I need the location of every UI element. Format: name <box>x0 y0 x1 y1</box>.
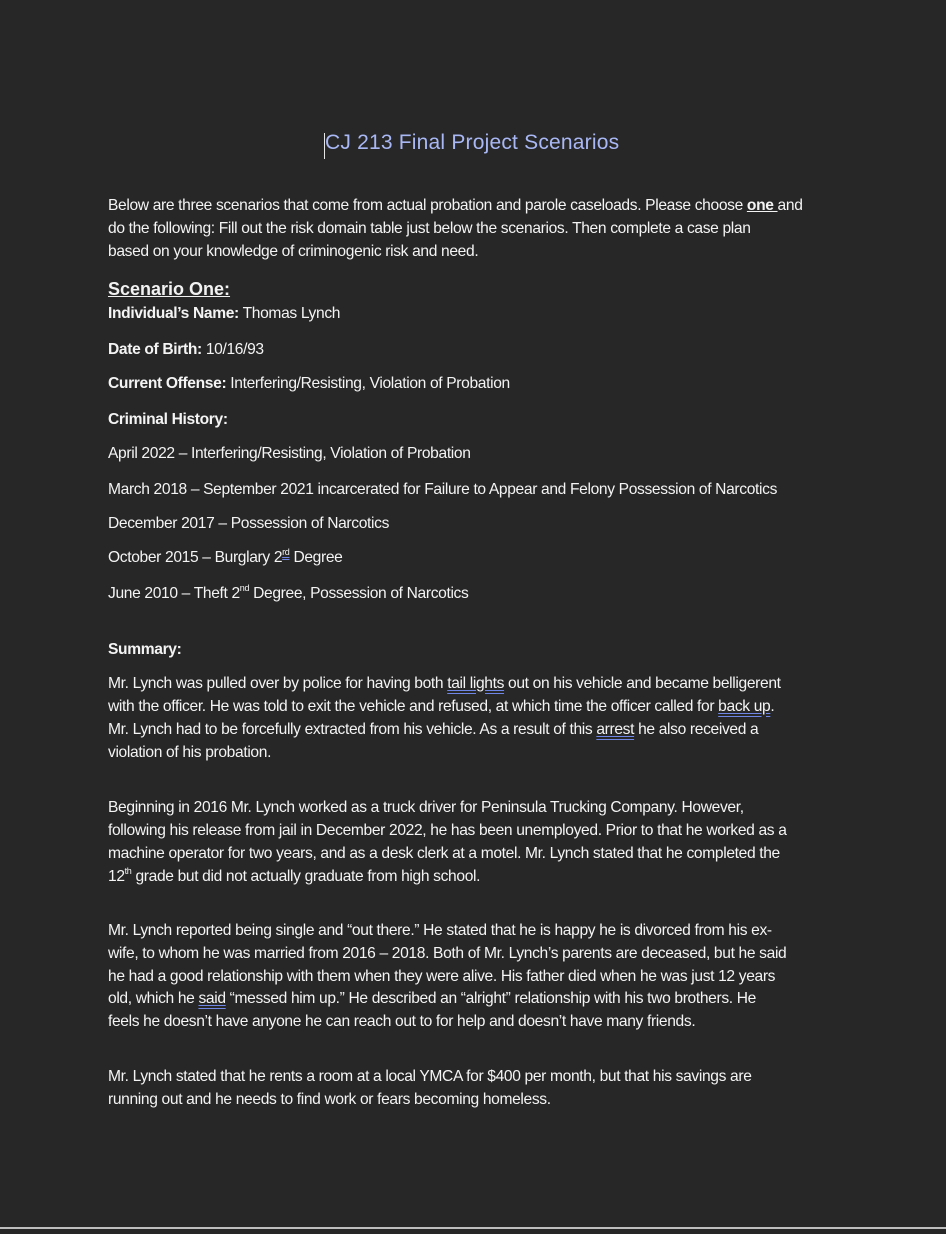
paragraph-line[interactable]: wife, to whom he was married from 2016 – 2018. Both of Mr. Lynch’s parents are deceased, but he said <box>108 945 787 962</box>
paragraph-line[interactable]: running out and he needs to find work or fears becoming homeless. <box>108 1091 551 1108</box>
text: Mr. Lynch had to be forcefully extracted from his vehicle. As a result of this <box>108 721 597 738</box>
text: “messed him up.” He described an “alright” relationship with his two brothers. He <box>225 990 756 1007</box>
spell-flag[interactable]: back up <box>718 698 771 715</box>
history-text: October 2015 – Burglary 2 <box>108 549 283 566</box>
intro-line[interactable]: do the following: Fill out the risk domain table just below the scenarios. Then complete a case plan <box>108 220 751 237</box>
field-value: 10/16/93 <box>201 341 264 358</box>
paragraph-line[interactable] <box>108 696 774 719</box>
intro-line[interactable] <box>108 195 803 218</box>
text: out on his vehicle and became belligerent <box>504 675 781 692</box>
paragraph-line[interactable]: machine operator for two years, and as a desk clerk at a motel. Mr. Lynch stated that he completed the <box>108 845 780 862</box>
page-divider <box>0 1227 946 1229</box>
emphasis-one: one <box>746 197 778 214</box>
paragraph-line[interactable]: Mr. Lynch stated that he rents a room at a local YMCA for $400 per month, but that his savings are <box>108 1068 752 1085</box>
paragraph-line[interactable]: violation of his probation. <box>108 744 272 761</box>
history-item[interactable]: December 2017 – Possession of Narcotics <box>108 515 390 532</box>
ordinal-suffix: nd <box>239 583 250 593</box>
text: Mr. Lynch was pulled over by police for having both <box>108 675 448 692</box>
history-text: Degree <box>289 549 343 566</box>
history-item[interactable]: March 2018 – September 2021 incarcerated for Failure to Appear and Felony Possession of Narcotics <box>108 481 778 498</box>
text: 12 <box>108 868 125 885</box>
text: grade but did not actually graduate from high school. <box>131 868 481 885</box>
text: old, which he <box>108 990 199 1007</box>
field-value: Interfering/Resisting, Violation of Probation <box>226 375 510 392</box>
paragraph-line[interactable] <box>108 673 781 696</box>
field-label: Date of Birth: <box>108 341 202 358</box>
paragraph-line[interactable]: Beginning in 2016 Mr. Lynch worked as a truck driver for Peninsula Trucking Company. However, <box>108 799 744 816</box>
spell-flag[interactable]: tail lights <box>447 675 505 692</box>
history-item[interactable] <box>108 583 468 606</box>
field-label: Individual’s Name: <box>108 305 239 322</box>
spell-flag[interactable]: arrest <box>596 721 635 738</box>
history-text: Degree, Possession of Narcotics <box>249 585 469 602</box>
paragraph-line[interactable]: he had a good relationship with them when they were alive. His father died when he was just 12 years <box>108 968 776 985</box>
ordinal-suffix: th <box>124 866 132 876</box>
intro-text: and <box>777 197 803 214</box>
paragraph-line[interactable]: Mr. Lynch reported being single and “out there.” He stated that he is happy he is divorced from his ex- <box>108 922 772 939</box>
text: . <box>770 698 775 715</box>
paragraph-line[interactable] <box>108 719 758 742</box>
paragraph-line[interactable] <box>108 988 756 1011</box>
intro-text: Below are three scenarios that come from actual probation and parole caseloads. Please choose <box>108 197 747 214</box>
offense-field[interactable] <box>108 373 510 396</box>
scenario-heading[interactable]: Scenario One: <box>108 279 231 299</box>
intro-line[interactable]: based on your knowledge of criminogenic risk and need. <box>108 243 479 260</box>
history-text: June 2010 – Theft 2 <box>108 585 240 602</box>
name-field[interactable] <box>108 303 340 326</box>
spell-flag[interactable]: said <box>198 990 226 1007</box>
paragraph-line[interactable]: following his release from jail in December 2022, he has been unemployed. Prior to that he worked as a <box>108 822 787 839</box>
dob-field[interactable] <box>108 339 264 362</box>
history-item[interactable]: April 2022 – Interfering/Resisting, Violation of Probation <box>108 445 471 462</box>
document-title[interactable]: CJ 213 Final Project Scenarios <box>325 131 620 154</box>
paragraph-line[interactable] <box>108 866 480 889</box>
field-value: Thomas Lynch <box>238 305 341 322</box>
ordinal-suffix: rd <box>282 547 290 557</box>
summary-label[interactable]: Summary: <box>108 641 182 658</box>
text: with the officer. He was told to exit the vehicle and refused, at which time the officer called for <box>108 698 719 715</box>
history-item[interactable] <box>108 547 343 570</box>
history-label[interactable]: Criminal History: <box>108 411 228 428</box>
paragraph-line[interactable]: feels he doesn’t have anyone he can reach out to for help and doesn’t have many friends. <box>108 1013 696 1030</box>
text: he also received a <box>634 721 759 738</box>
field-label: Current Offense: <box>108 375 227 392</box>
